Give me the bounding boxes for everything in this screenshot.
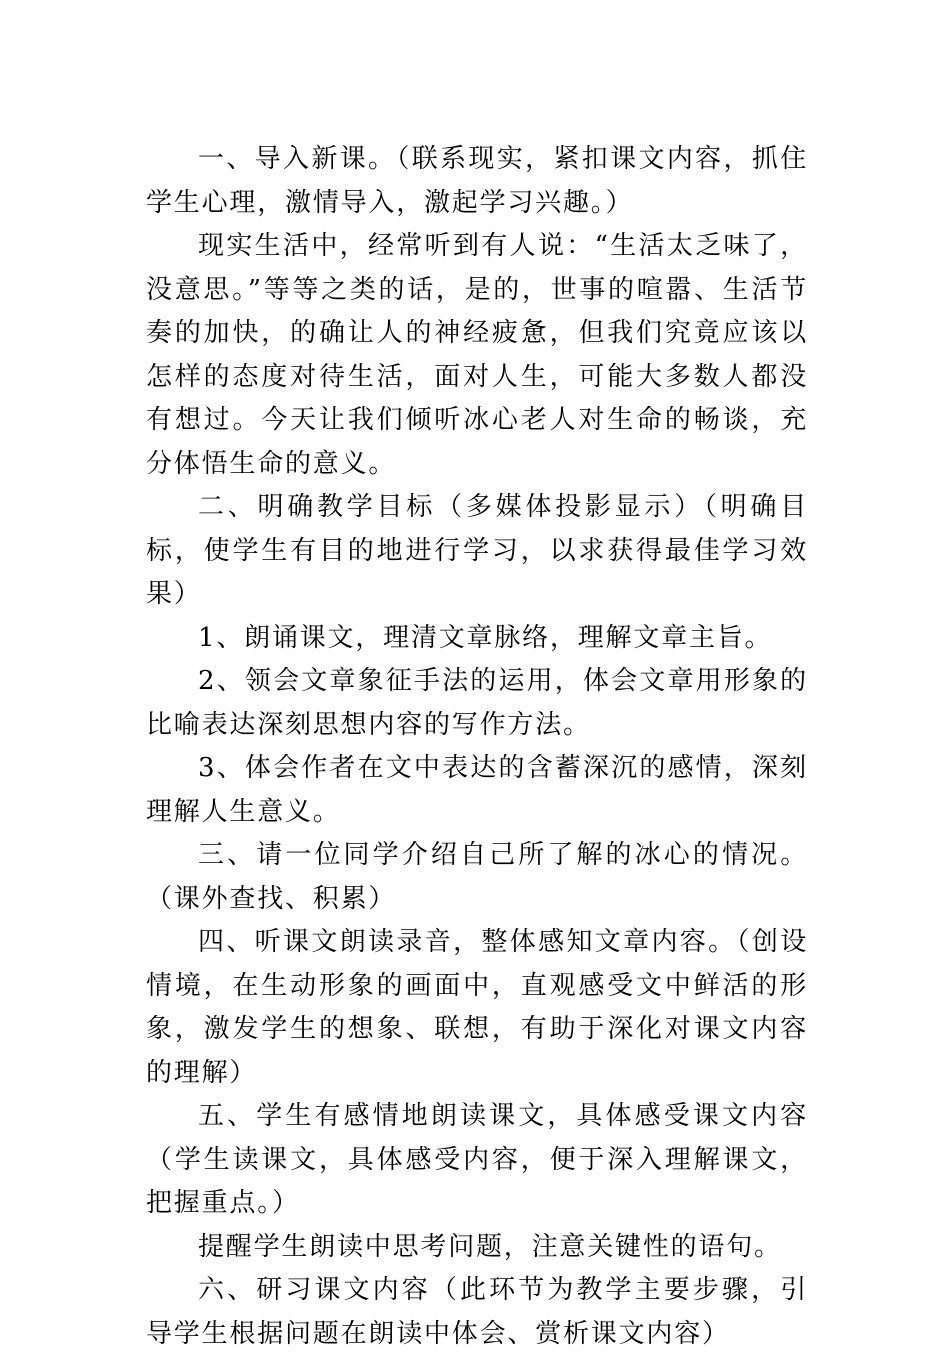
paragraph-study-content: 六、研习课文内容（此环节为教学主要步骤，引导学生根据问题在朗读中体会、赏析课文内容） (146, 1275, 808, 1349)
paragraph-listen-recording: 四、听课文朗读录音，整体感知文章内容。（创设情境，在生动形象的画面中，直观感受文中鲜活的形象，激发学生的想象、联想，有助于深化对课文内容的理解） (146, 927, 808, 1088)
paragraph-goals-heading: 二、明确教学目标（多媒体投影显示）（明确目标，使学生有目的地进行学习，以求获得最佳学习效果） (146, 492, 808, 609)
document-body (146, 138, 808, 1356)
paragraph-goal-2: 2、领会文章象征手法的运用，体会文章用形象的比喻表达深刻思想内容的写作方法。 (146, 666, 808, 740)
paragraph-reminder: 提醒学生朗读中思考问题，注意关键性的语句。 (198, 1231, 782, 1262)
paragraph-goal-3: 3、体会作者在文中表达的含蓄深沉的感情，深刻理解人生意义。 (146, 753, 808, 827)
paragraph-read-aloud: 五、学生有感情地朗读课文，具体感受课文内容（学生读课文，具体感受内容，便于深入理解课文，把握重点。） (146, 1101, 808, 1218)
paragraph-author-intro: 三、请一位同学介绍自己所了解的冰心的情况。（课外查找、积累） (146, 840, 808, 914)
paragraph-intro-heading: 一、导入新课。（联系现实，紧扣课文内容，抓住学生心理，激情导入，激起学习兴趣。） (146, 144, 808, 218)
paragraph-goal-1: 1、朗诵课文，理清文章脉络，理解文章主旨。 (198, 622, 773, 653)
paragraph-intro-text: 现实生活中，经常听到有人说：“生活太乏味了，没意思。”等等之类的话，是的，世事的喧嚣、生活节奏的加快，的确让人的神经疲惫，但我们究竟应该以怎样的态度对待生活，面对人生，可能大多数人都没有想过。今天让我们倾听冰心老人对生命的畅谈，充分体悟生命的意义。 (146, 231, 808, 479)
